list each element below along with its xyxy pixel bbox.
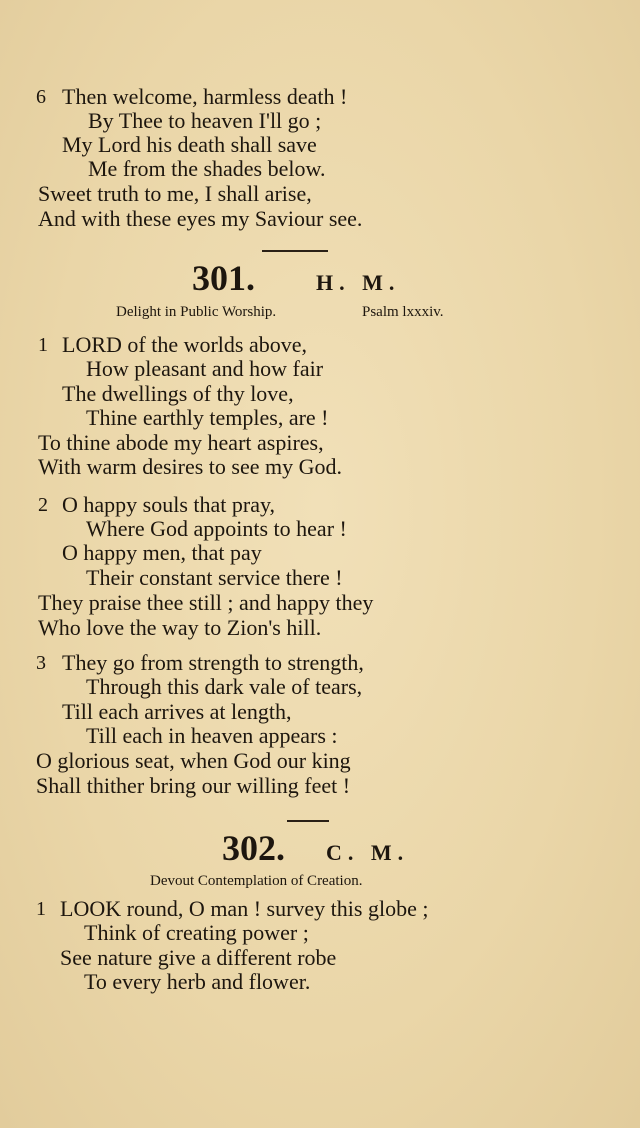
stanza-number: 1 bbox=[36, 898, 46, 920]
hymn-subtitle: Devout Contemplation of Creation. bbox=[150, 873, 363, 889]
verse-line: Shall thither bring our willing feet ! bbox=[36, 773, 351, 798]
hymn-number: 301. bbox=[192, 258, 255, 298]
verse-line: Who love the way to Zion's hill. bbox=[38, 615, 322, 640]
verse-line: Through this dark vale of tears, bbox=[86, 674, 363, 699]
hymn-subtitle: Delight in Public Worship. bbox=[116, 304, 277, 320]
verse-line: Thine earthly temples, are ! bbox=[86, 405, 329, 430]
verse-line: Their constant service there ! bbox=[86, 565, 343, 590]
verse-line: Till each arrives at length, bbox=[62, 699, 292, 724]
verse-line: See nature give a different robe bbox=[60, 945, 337, 970]
stanza-number: 6 bbox=[36, 86, 46, 108]
verse-line: To every herb and flower. bbox=[84, 969, 311, 994]
verse-line: Think of creating power ; bbox=[84, 920, 309, 945]
verse-line: To thine abode my heart aspires, bbox=[38, 430, 324, 455]
stanza-number: 3 bbox=[36, 652, 46, 674]
verse-line: O happy men, that pay bbox=[62, 540, 262, 565]
verse-line: Then welcome, harmless death ! bbox=[62, 84, 348, 109]
verse-line: They praise thee still ; and happy they bbox=[38, 590, 374, 615]
verse-line: The dwellings of thy love, bbox=[62, 381, 294, 406]
stanza-number: 2 bbox=[38, 494, 48, 516]
verse-line: O glorious seat, when God our king bbox=[36, 748, 351, 773]
verse-line: How pleasant and how fair bbox=[86, 356, 324, 381]
verse-line: They go from strength to strength, bbox=[62, 650, 364, 675]
stanza-number: 1 bbox=[38, 334, 48, 356]
verse-line: LORD of the worlds above, bbox=[62, 332, 308, 357]
verse-line: My Lord his death shall save bbox=[62, 132, 317, 157]
hymn-meter: H. M. bbox=[316, 270, 401, 295]
hymn-number: 302. bbox=[222, 828, 285, 868]
section-rule bbox=[262, 250, 328, 252]
verse-line: Where God appoints to hear ! bbox=[86, 516, 347, 541]
section-rule bbox=[287, 820, 329, 822]
verse-line: With warm desires to see my God. bbox=[38, 454, 342, 479]
verse-line: By Thee to heaven I'll go ; bbox=[88, 108, 322, 133]
verse-line: LOOK round, O man ! survey this globe ; bbox=[60, 896, 429, 921]
hymn-reference: Psalm lxxxiv. bbox=[362, 304, 444, 320]
verse-line: Me from the shades below. bbox=[88, 156, 326, 181]
verse-line: Sweet truth to me, I shall arise, bbox=[38, 181, 312, 206]
hymn-meter: C. M. bbox=[326, 840, 410, 865]
verse-line: O happy souls that pray, bbox=[62, 492, 276, 517]
verse-line: Till each in heaven appears : bbox=[86, 723, 338, 748]
verse-line: And with these eyes my Saviour see. bbox=[38, 206, 363, 231]
